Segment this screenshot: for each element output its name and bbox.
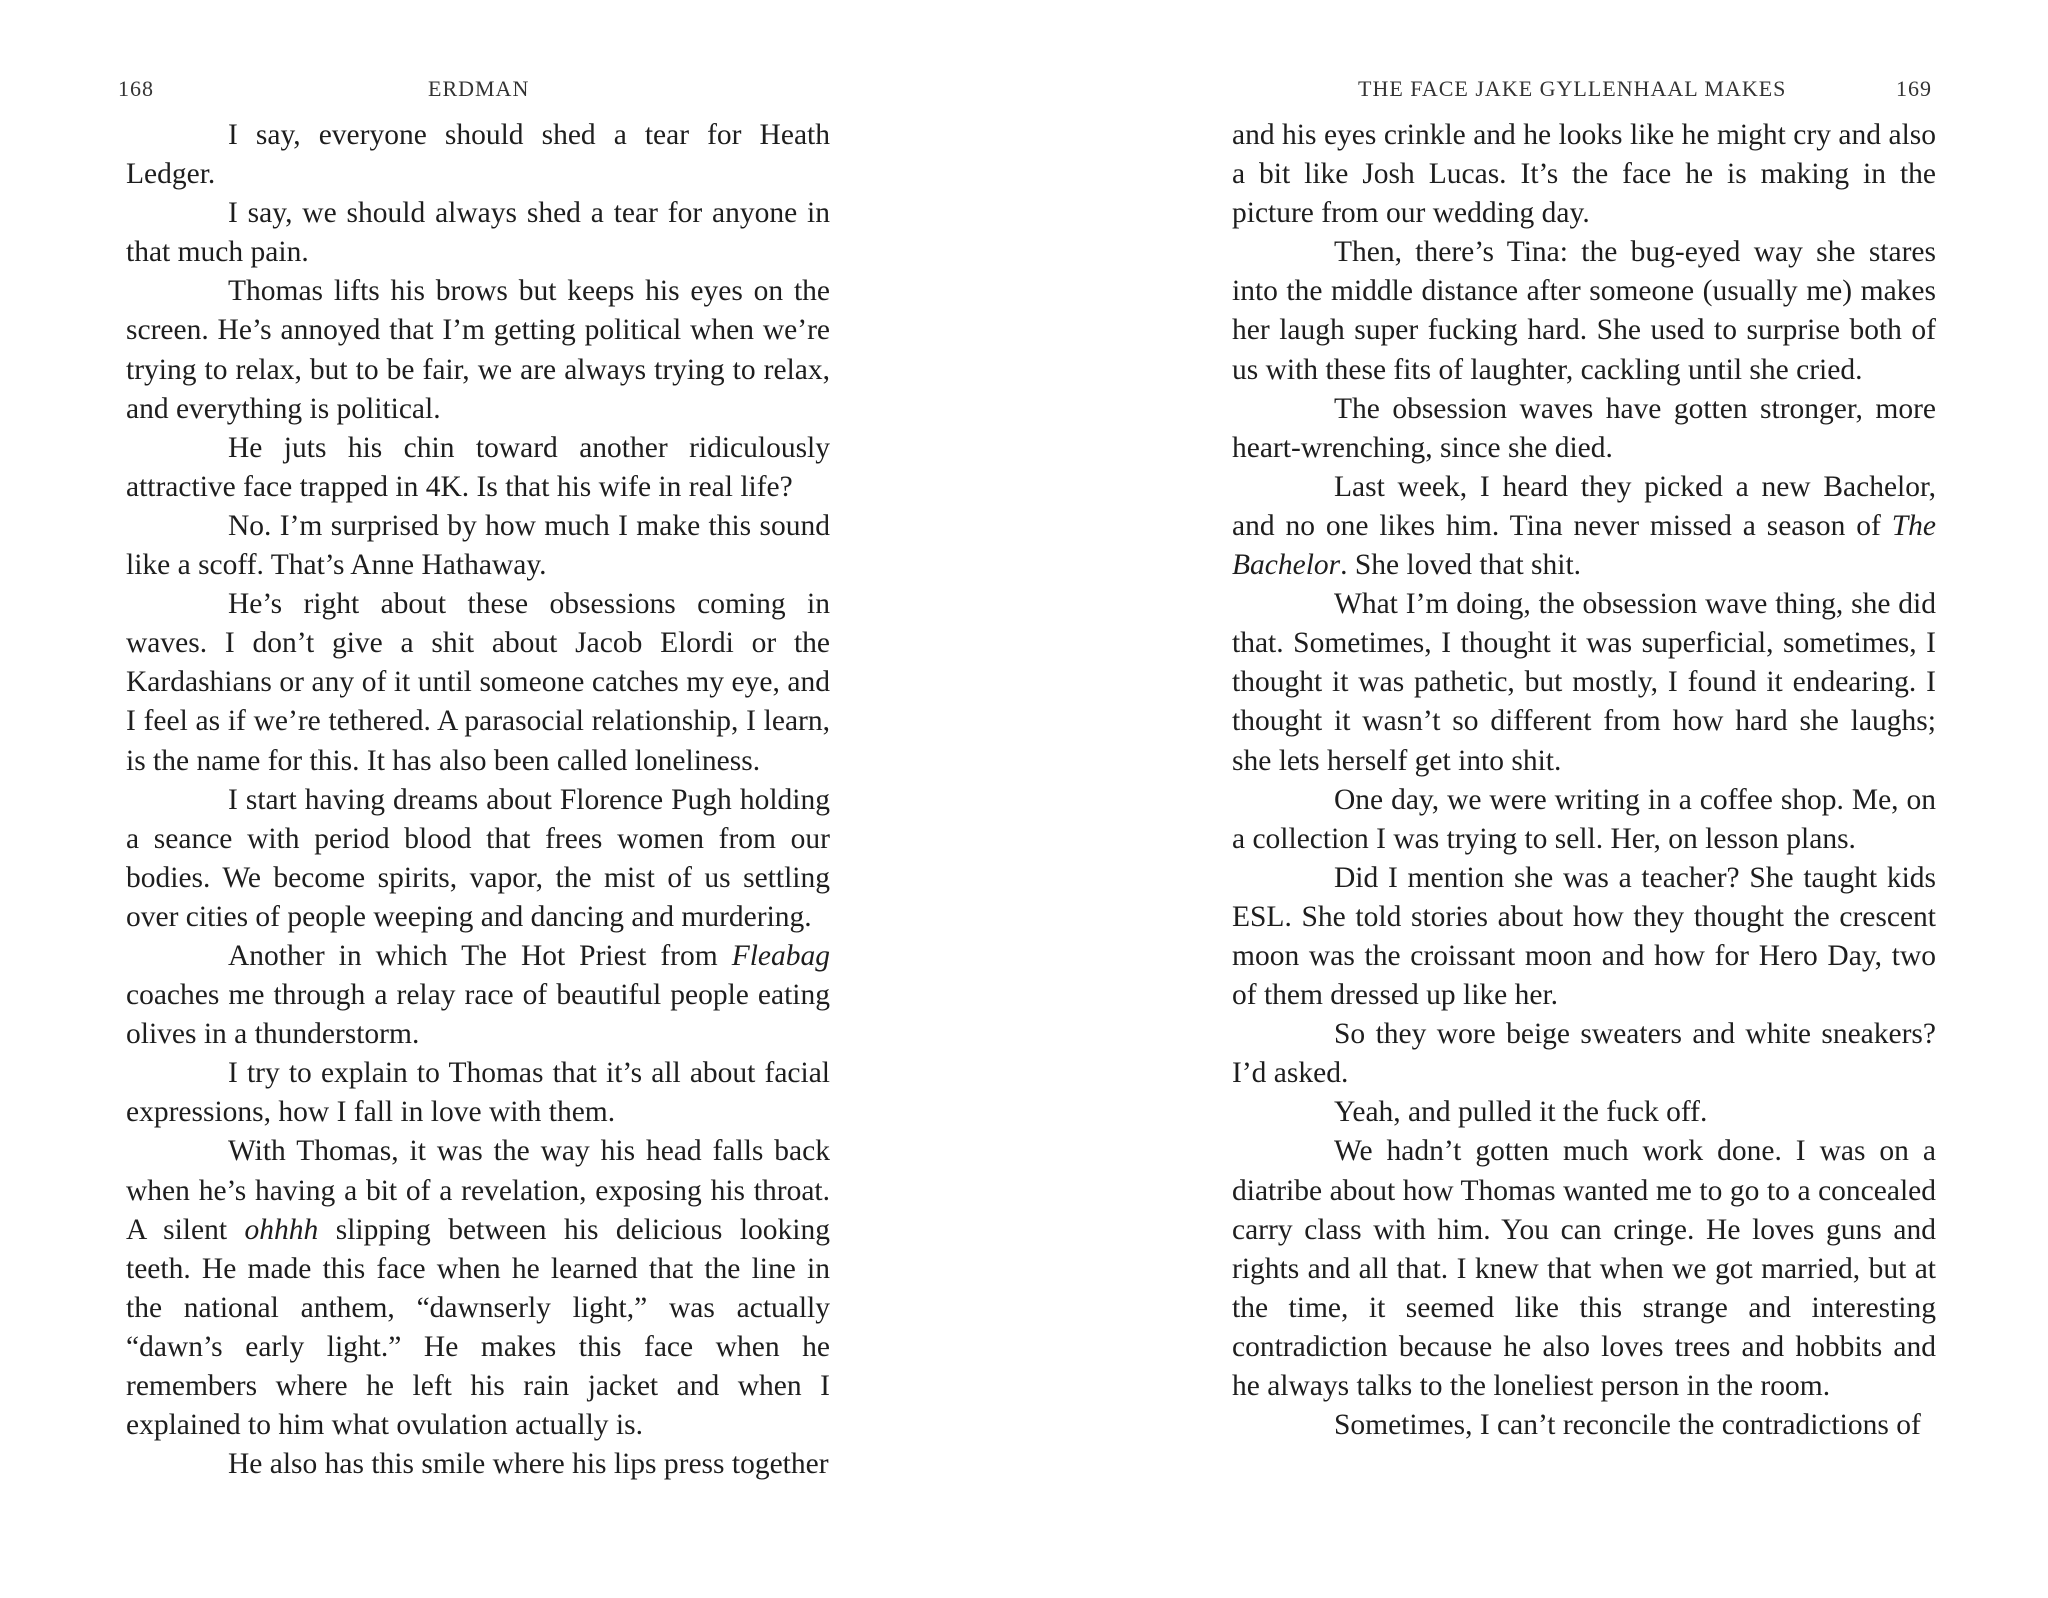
paragraph bbox=[126, 781, 830, 937]
right-page bbox=[1024, 0, 2048, 1598]
text-run: He’s right about these obsessions coming in waves. I don’t give a shit about Jacob Elordi or the Kardashians or any of it until someone catches my eye, and I feel as if we’re tethered. A parasocial relationship, I learn, is the name for this. It has also been called loneliness. bbox=[126, 588, 830, 777]
paragraph bbox=[126, 1054, 830, 1132]
page-number: 169 bbox=[1896, 76, 1932, 101]
text-run: What I’m doing, the obsession wave thing, she did that. Sometimes, I thought it was superficial, sometimes, I thought it was pathetic, but mostly, I found it endearing. I thought it wasn’t so different from how hard she laughs; she lets herself get into shit. bbox=[1232, 588, 1936, 777]
text-run: . She loved that shit. bbox=[1340, 549, 1582, 582]
text-run: Another in which The Hot Priest from bbox=[228, 939, 732, 972]
italic-text: ohhhh bbox=[244, 1213, 319, 1246]
text-run: coaches me through a relay race of beautiful people eating olives in a thunderstorm. bbox=[126, 979, 830, 1051]
paragraph bbox=[126, 272, 830, 428]
text-run: One day, we were writing in a coffee shop. Me, on a collection I was trying to sell. Her, on lesson plans. bbox=[1232, 783, 1936, 855]
text-run: Did I mention she was a teacher? She taught kids ESL. She told stories about how they thought the crescent moon was the croissant moon and how for Hero Day, two of them dressed up like her. bbox=[1232, 861, 1936, 1012]
page-number: 168 bbox=[118, 76, 154, 101]
text-run: I say, everyone should shed a tear for Heath Ledger. bbox=[126, 119, 830, 191]
text-run: and his eyes crinkle and he looks like he might cry and also a bit like Josh Lucas. It’s the face he is making in the picture from our wedding day. bbox=[1232, 119, 1936, 230]
paragraph bbox=[1232, 233, 1936, 389]
paragraph bbox=[1232, 1132, 1936, 1406]
text-run: He juts his chin toward another ridiculously attractive face trapped in 4K. Is that his wife in real life? bbox=[126, 431, 830, 503]
paragraph bbox=[126, 429, 830, 507]
running-head: THE FACE JAKE GYLLENHAAL MAKES bbox=[1358, 76, 1787, 101]
text-run: Last week, I heard they picked a new Bachelor, and no one likes him. Tina never missed a season of bbox=[1232, 470, 1936, 542]
paragraph bbox=[1232, 390, 1936, 468]
running-head: ERDMAN bbox=[428, 76, 530, 101]
paragraph bbox=[1232, 1093, 1936, 1132]
paragraph bbox=[126, 1445, 830, 1484]
paragraph bbox=[126, 116, 830, 194]
paragraph bbox=[1232, 1015, 1936, 1093]
text-run: I say, we should always shed a tear for anyone in that much pain. bbox=[126, 197, 830, 269]
text-run: Sometimes, I can’t reconcile the contradictions of bbox=[1334, 1409, 1921, 1442]
body-text bbox=[1232, 116, 1936, 1445]
text-run: He also has this smile where his lips press together bbox=[228, 1448, 829, 1481]
paragraph bbox=[126, 194, 830, 272]
paragraph bbox=[1232, 116, 1936, 233]
text-run: So they wore beige sweaters and white sneakers? I’d asked. bbox=[1232, 1018, 1936, 1090]
paragraph bbox=[126, 507, 830, 585]
paragraph bbox=[126, 1132, 830, 1445]
text-run: Yeah, and pulled it the fuck off. bbox=[1334, 1096, 1708, 1129]
italic-text: The Bachelor bbox=[1232, 509, 1936, 582]
paragraph bbox=[126, 937, 830, 1054]
paragraph bbox=[1232, 468, 1936, 585]
paragraph bbox=[126, 585, 830, 780]
text-run: No. I’m surprised by how much I make this sound like a scoff. That’s Anne Hathaway. bbox=[126, 509, 830, 582]
paragraph bbox=[1232, 781, 1936, 859]
paragraph bbox=[1232, 1406, 1936, 1445]
text-run: We hadn’t gotten much work done. I was on a diatribe about how Thomas wanted me to go to a concealed carry class with him. You can cringe. He loves guns and rights and all that. I knew that when we got married, but at the time, it seemed like this strange and interesting contradiction because he also loves trees and hobbits and he always talks to the loneliest person in the room. bbox=[1232, 1135, 1936, 1402]
italic-text: Fleabag bbox=[731, 939, 830, 972]
paragraph bbox=[1232, 859, 1936, 1015]
text-run: The obsession waves have gotten stronger, more heart-wrenching, since she died. bbox=[1232, 392, 1936, 464]
paragraph bbox=[1232, 585, 1936, 780]
text-run: With Thomas, it was the way his head falls back when he’s having a bit of a revelation, exposing his throat. A silent bbox=[126, 1135, 830, 1246]
text-run: Then, there’s Tina: the bug-eyed way she stares into the middle distance after someone (usually me) makes her laugh super fucking hard. She used to surprise both of us with these fits of laughter, cackling until she cried. bbox=[1232, 236, 1936, 386]
text-run: I try to explain to Thomas that it’s all about facial expressions, how I fall in love with them. bbox=[126, 1057, 830, 1129]
text-run: Thomas lifts his brows but keeps his eyes on the screen. He’s annoyed that I’m getting political when we’re trying to relax, but to be fair, we are always trying to relax, and everything is political. bbox=[126, 275, 830, 425]
text-run: slipping between his delicious looking teeth. He made this face when he learned that the line in the national anthem, “dawnserly light,” was actually “dawn’s early light.” He makes this face when he remembers where he left his rain jacket and when I explained to him what ovulation actually is. bbox=[126, 1213, 830, 1442]
text-run: I start having dreams about Florence Pugh holding a seance with period blood that frees women from our bodies. We become spirits, vapor, the mist of us settling over cities of people weeping and dancing and murdering. bbox=[126, 783, 830, 933]
body-text bbox=[126, 116, 830, 1484]
